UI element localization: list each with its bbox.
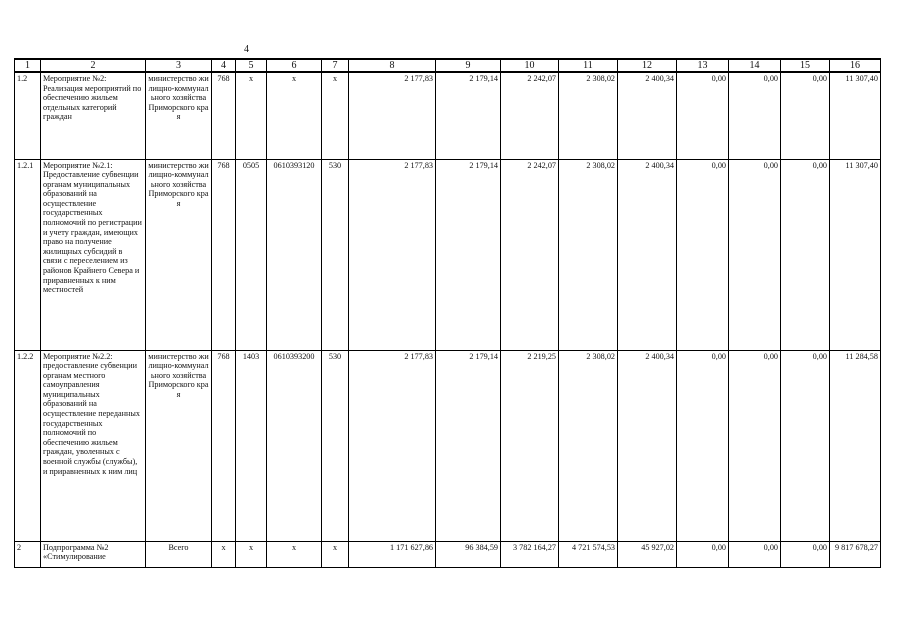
row-value: 2 400,34 (618, 72, 677, 159)
row-value: 0,00 (781, 72, 830, 159)
row-value: 0,00 (729, 72, 781, 159)
row-expense-type: x (322, 541, 349, 567)
row-grbs: 768 (212, 159, 236, 350)
column-header: 16 (830, 59, 881, 72)
row-executor: министерство жилищно-коммунального хозяйства Приморского края (146, 350, 212, 541)
row-grbs: x (212, 541, 236, 567)
row-value: 96 384,59 (436, 541, 501, 567)
row-executor: министерство жилищно-коммунального хозяйства Приморского края (146, 159, 212, 350)
row-expense-type: 530 (322, 350, 349, 541)
budget-table (14, 58, 881, 568)
row-value: 2 308,02 (559, 72, 618, 159)
row-value: 2 308,02 (559, 159, 618, 350)
table-row (15, 159, 881, 350)
row-total: 11 307,40 (830, 159, 881, 350)
row-value: 0,00 (781, 159, 830, 350)
row-value: 0,00 (677, 541, 729, 567)
row-code: 2 (15, 541, 41, 567)
column-header: 6 (267, 59, 322, 72)
row-value: 3 782 164,27 (501, 541, 559, 567)
row-value: 2 179,14 (436, 159, 501, 350)
row-value: 2 400,34 (618, 350, 677, 541)
row-grbs: 768 (212, 72, 236, 159)
table-row (15, 72, 881, 159)
row-title: Мероприятие №2.2: предоставление субвенции органам местного самоуправления муниципальных образований на осуществление переданных государственных полномочий по обеспечению жильем граждан, уволенных с военной службы (службы), и приравненных к ним лиц (41, 350, 146, 541)
row-value: 2 219,25 (501, 350, 559, 541)
row-value: 2 308,02 (559, 350, 618, 541)
column-header: 14 (729, 59, 781, 72)
column-header: 8 (349, 59, 436, 72)
row-title: Подпрограмма №2 «Стимулирование (41, 541, 146, 567)
row-value: 0,00 (781, 541, 830, 567)
row-code: 1.2.1 (15, 159, 41, 350)
row-total: 11 284,58 (830, 350, 881, 541)
column-header: 4 (212, 59, 236, 72)
row-title: Мероприятие №2.1: Предоставление субвенции органам муниципальных образований на осуществление государственных полномочий по регистрации и учету граждан, имеющих право на получение жилищных субсидий в связи с переселением из районов Крайнего Севера и приравненных к ним местностей (41, 159, 146, 350)
column-header: 1 (15, 59, 41, 72)
table-row (15, 350, 881, 541)
row-value: 0,00 (781, 350, 830, 541)
column-header: 9 (436, 59, 501, 72)
column-header: 7 (322, 59, 349, 72)
row-value: 2 242,07 (501, 72, 559, 159)
row-value: 0,00 (729, 159, 781, 350)
row-value: 2 177,83 (349, 350, 436, 541)
row-target-article: 0610393200 (267, 350, 322, 541)
row-value: 2 242,07 (501, 159, 559, 350)
row-value: 0,00 (677, 72, 729, 159)
row-target-article: x (267, 541, 322, 567)
row-value: 2 179,14 (436, 350, 501, 541)
page-number: 4 (244, 44, 249, 55)
row-code: 1.2 (15, 72, 41, 159)
column-header: 3 (146, 59, 212, 72)
row-value: 0,00 (677, 350, 729, 541)
row-target-article: 0610393120 (267, 159, 322, 350)
row-total: 11 307,40 (830, 72, 881, 159)
row-expense-type: 530 (322, 159, 349, 350)
column-header: 10 (501, 59, 559, 72)
row-title: Мероприятие №2: Реализация мероприятий по обеспечению жильем отдельных категорий граждан (41, 72, 146, 159)
column-header: 12 (618, 59, 677, 72)
row-value: 1 171 627,86 (349, 541, 436, 567)
row-value: 4 721 574,53 (559, 541, 618, 567)
row-executor: министерство жилищно-коммунального хозяйства Приморского края (146, 72, 212, 159)
row-total: 9 817 678,27 (830, 541, 881, 567)
column-header: 11 (559, 59, 618, 72)
row-value: 2 400,34 (618, 159, 677, 350)
column-header: 2 (41, 59, 146, 72)
row-value: 0,00 (677, 159, 729, 350)
row-value: 0,00 (729, 350, 781, 541)
row-grbs: 768 (212, 350, 236, 541)
row-section: x (236, 72, 267, 159)
column-header: 15 (781, 59, 830, 72)
column-header: 13 (677, 59, 729, 72)
row-value: 2 179,14 (436, 72, 501, 159)
row-value: 2 177,83 (349, 159, 436, 350)
row-expense-type: x (322, 72, 349, 159)
row-code: 1.2.2 (15, 350, 41, 541)
column-header: 5 (236, 59, 267, 72)
table-row (15, 541, 881, 567)
column-number-row (15, 59, 881, 72)
row-section: 0505 (236, 159, 267, 350)
row-section: x (236, 541, 267, 567)
row-value: 0,00 (729, 541, 781, 567)
row-target-article: x (267, 72, 322, 159)
row-section: 1403 (236, 350, 267, 541)
row-value: 2 177,83 (349, 72, 436, 159)
row-executor: Всего (146, 541, 212, 567)
row-value: 45 927,02 (618, 541, 677, 567)
